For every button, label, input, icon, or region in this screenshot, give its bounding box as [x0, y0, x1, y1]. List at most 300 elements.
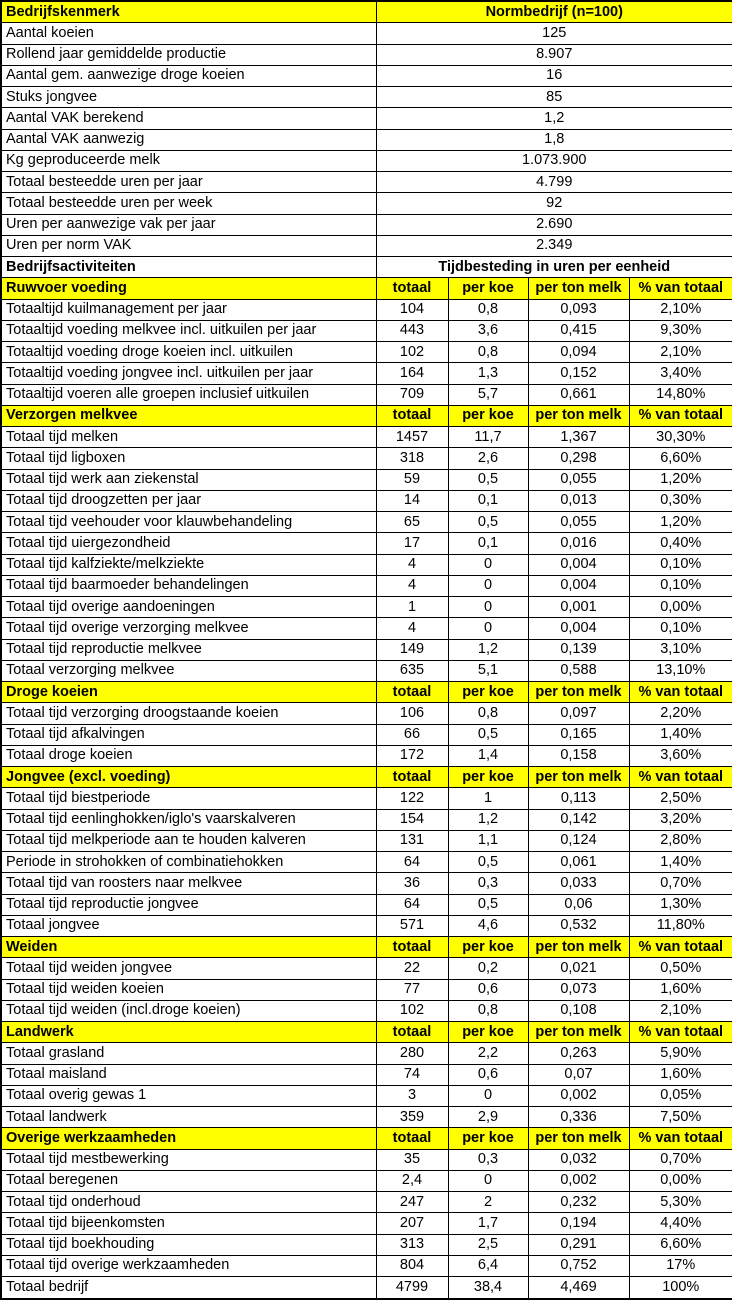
activity-value-totaal: 280: [376, 1043, 448, 1064]
activity-label: Totaal tijd verzorging droogstaande koeien: [1, 703, 376, 724]
activity-value-per-koe: 0: [448, 597, 528, 618]
activity-value-pct-van-totaal: 5,30%: [629, 1192, 732, 1213]
activities-header-row: [1, 257, 732, 278]
header-bedrijfskenmerk: Bedrijfskenmerk: [1, 1, 376, 23]
activity-row: [1, 703, 732, 724]
activity-value-per-ton-melk: 0,002: [528, 1085, 629, 1106]
activity-value-totaal: 247: [376, 1192, 448, 1213]
kenmerk-label: Aantal VAK berekend: [1, 108, 376, 129]
activity-label: Totaal tijd ligboxen: [1, 448, 376, 469]
activity-value-pct-van-totaal: 2,10%: [629, 1000, 732, 1021]
activity-value-per-koe: 11,7: [448, 427, 528, 448]
activity-label: Totaal tijd veehouder voor klauwbehandeling: [1, 512, 376, 533]
activity-value-per-koe: 0,8: [448, 299, 528, 320]
activity-label: Totaaltijd voeding droge koeien incl. uitkuilen: [1, 342, 376, 363]
column-header-pct-van-totaal: % van totaal: [629, 937, 732, 958]
activity-value-per-ton-melk: 0,004: [528, 575, 629, 596]
activity-value-totaal: 102: [376, 1000, 448, 1021]
activity-label: Totaal tijd uiergezondheid: [1, 533, 376, 554]
activity-value-per-koe: 0,8: [448, 703, 528, 724]
activity-value-pct-van-totaal: 1,20%: [629, 512, 732, 533]
activity-label: Totaal beregenen: [1, 1170, 376, 1191]
activity-label: Totaal tijd weiden jongvee: [1, 958, 376, 979]
activity-value-per-koe: 2: [448, 1192, 528, 1213]
activity-label: Totaal tijd werk aan ziekenstal: [1, 469, 376, 490]
activity-label: Totaal tijd weiden (incl.droge koeien): [1, 1000, 376, 1021]
activity-value-per-koe: 0,3: [448, 873, 528, 894]
activity-value-per-koe: 0: [448, 618, 528, 639]
activity-value-pct-van-totaal: 0,00%: [629, 597, 732, 618]
activity-value-pct-van-totaal: 0,10%: [629, 575, 732, 596]
column-header-per-ton-melk: per ton melk: [528, 405, 629, 426]
column-header-totaal: totaal: [376, 682, 448, 703]
activity-value-pct-van-totaal: 1,20%: [629, 469, 732, 490]
activity-value-pct-van-totaal: 1,40%: [629, 724, 732, 745]
activity-value-per-ton-melk: 0,055: [528, 469, 629, 490]
activity-value-per-ton-melk: 0,033: [528, 873, 629, 894]
activity-row: [1, 1043, 732, 1064]
activity-value-per-ton-melk: 1,367: [528, 427, 629, 448]
activity-value-totaal: 207: [376, 1213, 448, 1234]
activity-row: [1, 575, 732, 596]
activity-value-totaal: 313: [376, 1234, 448, 1255]
kenmerk-label: Uren per norm VAK: [1, 235, 376, 256]
activity-value-totaal: 104: [376, 299, 448, 320]
table-header-row: [1, 1, 732, 23]
activity-value-per-ton-melk: 0,158: [528, 745, 629, 766]
activity-value-per-koe: 0,5: [448, 469, 528, 490]
kenmerk-value: 1,8: [376, 129, 732, 150]
column-header-totaal: totaal: [376, 1128, 448, 1149]
activity-row: [1, 384, 732, 405]
kenmerk-value: 1.073.900: [376, 150, 732, 171]
activity-value-pct-van-totaal: 13,10%: [629, 660, 732, 681]
activity-value-per-ton-melk: 0,016: [528, 533, 629, 554]
activity-value-totaal: 77: [376, 979, 448, 1000]
activity-value-per-koe: 0,1: [448, 490, 528, 511]
column-header-per-ton-melk: per ton melk: [528, 278, 629, 299]
column-header-pct-van-totaal: % van totaal: [629, 1128, 732, 1149]
activity-value-totaal: 66: [376, 724, 448, 745]
kenmerk-row: [1, 172, 732, 193]
section-title: Droge koeien: [1, 682, 376, 703]
column-header-per-ton-melk: per ton melk: [528, 682, 629, 703]
activity-value-per-ton-melk: 0,532: [528, 915, 629, 936]
activity-label: Totaal tijd reproductie melkvee: [1, 639, 376, 660]
activity-value-totaal: 22: [376, 958, 448, 979]
activity-value-totaal: 17: [376, 533, 448, 554]
activity-value-per-koe: 2,6: [448, 448, 528, 469]
activity-value-per-ton-melk: 0,032: [528, 1149, 629, 1170]
activity-value-per-koe: 5,1: [448, 660, 528, 681]
column-header-totaal: totaal: [376, 1022, 448, 1043]
activity-row: [1, 809, 732, 830]
activity-row: [1, 1255, 732, 1276]
activity-value-per-koe: 0,6: [448, 979, 528, 1000]
activity-label: Totaal tijd onderhoud: [1, 1192, 376, 1213]
activity-value-per-ton-melk: 0,097: [528, 703, 629, 724]
activity-row: [1, 1234, 732, 1255]
activity-value-per-koe: 0,5: [448, 894, 528, 915]
activity-value-totaal: 4: [376, 575, 448, 596]
section-header-row: [1, 405, 732, 426]
activity-label: Totaaltijd voeding melkvee incl. uitkuilen per jaar: [1, 320, 376, 341]
activity-label: Totaal tijd van roosters naar melkvee: [1, 873, 376, 894]
kenmerk-row: [1, 214, 732, 235]
activity-value-per-ton-melk: 0,061: [528, 852, 629, 873]
activity-value-totaal: 64: [376, 894, 448, 915]
activity-row: [1, 427, 732, 448]
activity-value-pct-van-totaal: 9,30%: [629, 320, 732, 341]
activity-row: [1, 597, 732, 618]
section-header-row: [1, 1128, 732, 1149]
activity-row: [1, 1000, 732, 1021]
activity-row: [1, 1064, 732, 1085]
activity-value-pct-van-totaal: 0,05%: [629, 1085, 732, 1106]
activity-row: [1, 448, 732, 469]
section-header-row: [1, 767, 732, 788]
activity-label: Totaal bedrijf: [1, 1277, 376, 1299]
activity-label: Totaal tijd boekhouding: [1, 1234, 376, 1255]
activity-value-pct-van-totaal: 4,40%: [629, 1213, 732, 1234]
activity-value-totaal: 35: [376, 1149, 448, 1170]
activity-row: [1, 1277, 732, 1299]
column-header-per-koe: per koe: [448, 1022, 528, 1043]
activity-value-per-ton-melk: 0,113: [528, 788, 629, 809]
activity-value-pct-van-totaal: 1,40%: [629, 852, 732, 873]
activity-label: Totaal tijd eenlinghokken/iglo's vaarskalveren: [1, 809, 376, 830]
kenmerk-row: [1, 65, 732, 86]
activity-value-pct-van-totaal: 7,50%: [629, 1107, 732, 1128]
activity-value-pct-van-totaal: 0,00%: [629, 1170, 732, 1191]
activity-value-per-ton-melk: 0,055: [528, 512, 629, 533]
activity-value-per-ton-melk: 0,139: [528, 639, 629, 660]
kenmerk-label: Kg geproduceerde melk: [1, 150, 376, 171]
activity-row: [1, 1192, 732, 1213]
activity-label: Totaal tijd bijeenkomsten: [1, 1213, 376, 1234]
column-header-totaal: totaal: [376, 405, 448, 426]
activity-value-pct-van-totaal: 1,30%: [629, 894, 732, 915]
activity-value-pct-van-totaal: 2,80%: [629, 830, 732, 851]
kenmerk-value: 16: [376, 65, 732, 86]
activity-value-per-koe: 1,7: [448, 1213, 528, 1234]
kenmerk-value: 2.690: [376, 214, 732, 235]
activity-value-per-ton-melk: 0,124: [528, 830, 629, 851]
activity-value-per-koe: 0,5: [448, 852, 528, 873]
activity-value-per-ton-melk: 0,001: [528, 597, 629, 618]
activity-value-per-koe: 1: [448, 788, 528, 809]
column-header-pct-van-totaal: % van totaal: [629, 682, 732, 703]
activity-value-pct-van-totaal: 0,70%: [629, 1149, 732, 1170]
activity-value-totaal: 36: [376, 873, 448, 894]
activity-value-per-koe: 3,6: [448, 320, 528, 341]
activity-value-totaal: 74: [376, 1064, 448, 1085]
activity-value-pct-van-totaal: 1,60%: [629, 1064, 732, 1085]
activity-value-per-koe: 0,8: [448, 342, 528, 363]
activity-value-per-koe: 0: [448, 554, 528, 575]
activity-value-per-koe: 0,6: [448, 1064, 528, 1085]
activity-row: [1, 660, 732, 681]
activity-value-per-ton-melk: 4,469: [528, 1277, 629, 1299]
activity-row: [1, 830, 732, 851]
activity-value-totaal: 4799: [376, 1277, 448, 1299]
activity-value-per-koe: 0,5: [448, 724, 528, 745]
activity-value-per-ton-melk: 0,073: [528, 979, 629, 1000]
activity-row: [1, 915, 732, 936]
activity-label: Totaal droge koeien: [1, 745, 376, 766]
activity-value-per-koe: 0,2: [448, 958, 528, 979]
activity-row: [1, 533, 732, 554]
activity-value-totaal: 4: [376, 618, 448, 639]
activity-label: Totaaltijd voeding jongvee incl. uitkuilen per jaar: [1, 363, 376, 384]
activity-label: Totaal tijd overige verzorging melkvee: [1, 618, 376, 639]
activity-value-pct-van-totaal: 14,80%: [629, 384, 732, 405]
activity-value-per-koe: 6,4: [448, 1255, 528, 1276]
activity-value-pct-van-totaal: 11,80%: [629, 915, 732, 936]
activity-value-totaal: 1457: [376, 427, 448, 448]
header-normbedrijf: Normbedrijf (n=100): [376, 1, 732, 23]
kenmerk-value: 92: [376, 193, 732, 214]
kenmerk-row: [1, 108, 732, 129]
kenmerk-value: 4.799: [376, 172, 732, 193]
column-header-pct-van-totaal: % van totaal: [629, 278, 732, 299]
activity-label: Totaal tijd afkalvingen: [1, 724, 376, 745]
activity-row: [1, 618, 732, 639]
activity-value-pct-van-totaal: 0,70%: [629, 873, 732, 894]
activity-value-pct-van-totaal: 6,60%: [629, 448, 732, 469]
activity-value-per-koe: 1,3: [448, 363, 528, 384]
activity-value-per-koe: 5,7: [448, 384, 528, 405]
activity-value-pct-van-totaal: 17%: [629, 1255, 732, 1276]
activity-value-totaal: 14: [376, 490, 448, 511]
column-header-per-ton-melk: per ton melk: [528, 1022, 629, 1043]
activity-value-per-ton-melk: 0,06: [528, 894, 629, 915]
column-header-per-koe: per koe: [448, 937, 528, 958]
activity-row: [1, 299, 732, 320]
activity-value-totaal: 4: [376, 554, 448, 575]
kenmerk-label: Totaal besteedde uren per jaar: [1, 172, 376, 193]
activity-row: [1, 894, 732, 915]
activity-value-per-ton-melk: 0,108: [528, 1000, 629, 1021]
activity-value-pct-van-totaal: 2,20%: [629, 703, 732, 724]
activity-value-totaal: 172: [376, 745, 448, 766]
activity-value-totaal: 59: [376, 469, 448, 490]
kenmerk-row: [1, 150, 732, 171]
activity-value-pct-van-totaal: 1,60%: [629, 979, 732, 1000]
activity-label: Totaal tijd mestbewerking: [1, 1149, 376, 1170]
activity-label: Totaal tijd weiden koeien: [1, 979, 376, 1000]
activity-label: Totaal tijd droogzetten per jaar: [1, 490, 376, 511]
activity-value-per-ton-melk: 0,013: [528, 490, 629, 511]
column-header-pct-van-totaal: % van totaal: [629, 405, 732, 426]
activity-label: Totaaltijd voeren alle groepen inclusief uitkuilen: [1, 384, 376, 405]
column-header-per-koe: per koe: [448, 405, 528, 426]
activity-value-per-koe: 2,9: [448, 1107, 528, 1128]
activity-label: Totaal tijd baarmoeder behandelingen: [1, 575, 376, 596]
kenmerk-value: 1,2: [376, 108, 732, 129]
activity-value-per-ton-melk: 0,07: [528, 1064, 629, 1085]
activity-value-per-ton-melk: 0,415: [528, 320, 629, 341]
activity-value-per-ton-melk: 0,004: [528, 618, 629, 639]
activity-value-pct-van-totaal: 2,10%: [629, 342, 732, 363]
activity-value-per-koe: 1,2: [448, 809, 528, 830]
column-header-totaal: totaal: [376, 278, 448, 299]
activity-value-per-koe: 1,1: [448, 830, 528, 851]
activity-value-per-koe: 1,4: [448, 745, 528, 766]
kenmerk-row: [1, 193, 732, 214]
activity-value-per-koe: 0,8: [448, 1000, 528, 1021]
activity-value-totaal: 2,4: [376, 1170, 448, 1191]
activity-value-totaal: 318: [376, 448, 448, 469]
activity-label: Totaal maisland: [1, 1064, 376, 1085]
activity-value-pct-van-totaal: 0,50%: [629, 958, 732, 979]
kenmerk-row: [1, 23, 732, 44]
activity-row: [1, 788, 732, 809]
activity-value-pct-van-totaal: 2,10%: [629, 299, 732, 320]
activity-value-pct-van-totaal: 3,40%: [629, 363, 732, 384]
column-header-per-ton-melk: per ton melk: [528, 1128, 629, 1149]
activity-row: [1, 639, 732, 660]
activity-row: [1, 873, 732, 894]
activity-value-totaal: 149: [376, 639, 448, 660]
activity-value-per-ton-melk: 0,661: [528, 384, 629, 405]
activity-value-totaal: 131: [376, 830, 448, 851]
activity-row: [1, 958, 732, 979]
activity-value-per-koe: 4,6: [448, 915, 528, 936]
activity-value-totaal: 635: [376, 660, 448, 681]
column-header-per-koe: per koe: [448, 278, 528, 299]
activity-value-per-ton-melk: 0,021: [528, 958, 629, 979]
activity-value-per-ton-melk: 0,194: [528, 1213, 629, 1234]
activity-value-per-ton-melk: 0,142: [528, 809, 629, 830]
activity-value-per-koe: 0: [448, 1170, 528, 1191]
kenmerk-value: 85: [376, 87, 732, 108]
activity-row: [1, 1170, 732, 1191]
activity-label: Totaaltijd kuilmanagement per jaar: [1, 299, 376, 320]
column-header-per-koe: per koe: [448, 682, 528, 703]
activity-value-pct-van-totaal: 6,60%: [629, 1234, 732, 1255]
section-title: Landwerk: [1, 1022, 376, 1043]
activity-row: [1, 512, 732, 533]
activity-value-per-koe: 2,5: [448, 1234, 528, 1255]
activity-value-pct-van-totaal: 30,30%: [629, 427, 732, 448]
activity-row: [1, 1085, 732, 1106]
activity-value-pct-van-totaal: 0,10%: [629, 554, 732, 575]
activity-label: Totaal tijd melken: [1, 427, 376, 448]
activity-value-per-koe: 1,2: [448, 639, 528, 660]
activity-row: [1, 745, 732, 766]
activity-label: Totaal verzorging melkvee: [1, 660, 376, 681]
activity-value-per-ton-melk: 0,291: [528, 1234, 629, 1255]
activity-value-totaal: 154: [376, 809, 448, 830]
kenmerk-label: Totaal besteedde uren per week: [1, 193, 376, 214]
kenmerk-label: Uren per aanwezige vak per jaar: [1, 214, 376, 235]
activity-value-per-koe: 0,1: [448, 533, 528, 554]
activity-label: Totaal tijd overige aandoeningen: [1, 597, 376, 618]
section-title: Jongvee (excl. voeding): [1, 767, 376, 788]
activities-header-value: Tijdbesteding in uren per eenheid: [376, 257, 732, 278]
activity-value-pct-van-totaal: 0,10%: [629, 618, 732, 639]
section-title: Weiden: [1, 937, 376, 958]
activity-value-per-ton-melk: 0,093: [528, 299, 629, 320]
activity-label: Totaal tijd kalfziekte/melkziekte: [1, 554, 376, 575]
activity-value-per-ton-melk: 0,152: [528, 363, 629, 384]
activity-row: [1, 979, 732, 1000]
activity-value-per-ton-melk: 0,298: [528, 448, 629, 469]
kenmerk-row: [1, 87, 732, 108]
activity-label: Periode in strohokken of combinatiehokken: [1, 852, 376, 873]
activity-row: [1, 554, 732, 575]
section-title: Verzorgen melkvee: [1, 405, 376, 426]
kenmerk-row: [1, 129, 732, 150]
kenmerk-row: [1, 235, 732, 256]
column-header-per-koe: per koe: [448, 1128, 528, 1149]
kenmerk-label: Stuks jongvee: [1, 87, 376, 108]
column-header-pct-van-totaal: % van totaal: [629, 767, 732, 788]
activity-value-totaal: 1: [376, 597, 448, 618]
section-header-row: [1, 937, 732, 958]
activity-row: [1, 1213, 732, 1234]
kenmerk-row: [1, 44, 732, 65]
activity-value-pct-van-totaal: 3,10%: [629, 639, 732, 660]
activity-value-pct-van-totaal: 3,60%: [629, 745, 732, 766]
activity-value-totaal: 709: [376, 384, 448, 405]
activity-label: Totaal tijd melkperiode aan te houden kalveren: [1, 830, 376, 851]
section-header-row: [1, 278, 732, 299]
activity-value-per-ton-melk: 0,752: [528, 1255, 629, 1276]
kenmerk-label: Aantal koeien: [1, 23, 376, 44]
activity-row: [1, 490, 732, 511]
activity-value-per-koe: 0: [448, 1085, 528, 1106]
activity-value-per-ton-melk: 0,588: [528, 660, 629, 681]
activity-label: Totaal tijd biestperiode: [1, 788, 376, 809]
activity-value-totaal: 164: [376, 363, 448, 384]
activities-header-label: Bedrijfsactiviteiten: [1, 257, 376, 278]
activity-value-per-koe: 0,3: [448, 1149, 528, 1170]
kenmerk-label: Aantal VAK aanwezig: [1, 129, 376, 150]
activity-value-totaal: 571: [376, 915, 448, 936]
column-header-totaal: totaal: [376, 937, 448, 958]
activity-label: Totaal jongvee: [1, 915, 376, 936]
activity-value-totaal: 359: [376, 1107, 448, 1128]
activity-value-pct-van-totaal: 100%: [629, 1277, 732, 1299]
activity-label: Totaal tijd reproductie jongvee: [1, 894, 376, 915]
activity-value-per-ton-melk: 0,094: [528, 342, 629, 363]
activity-value-pct-van-totaal: 5,90%: [629, 1043, 732, 1064]
activity-row: [1, 1149, 732, 1170]
activity-label: Totaal landwerk: [1, 1107, 376, 1128]
activity-value-totaal: 64: [376, 852, 448, 873]
activity-row: [1, 1107, 732, 1128]
section-title: Overige werkzaamheden: [1, 1128, 376, 1149]
activity-value-per-ton-melk: 0,165: [528, 724, 629, 745]
activity-value-per-koe: 2,2: [448, 1043, 528, 1064]
section-header-row: [1, 1022, 732, 1043]
activity-label: Totaal tijd overige werkzaamheden: [1, 1255, 376, 1276]
activity-value-totaal: 122: [376, 788, 448, 809]
activity-value-pct-van-totaal: 0,40%: [629, 533, 732, 554]
activity-value-per-koe: 38,4: [448, 1277, 528, 1299]
activity-value-totaal: 3: [376, 1085, 448, 1106]
activity-value-per-ton-melk: 0,336: [528, 1107, 629, 1128]
activity-label: Totaal overig gewas 1: [1, 1085, 376, 1106]
kenmerk-label: Rollend jaar gemiddelde productie: [1, 44, 376, 65]
section-header-row: [1, 682, 732, 703]
activity-row: [1, 320, 732, 341]
column-header-per-koe: per koe: [448, 767, 528, 788]
activity-value-per-ton-melk: 0,232: [528, 1192, 629, 1213]
column-header-totaal: totaal: [376, 767, 448, 788]
